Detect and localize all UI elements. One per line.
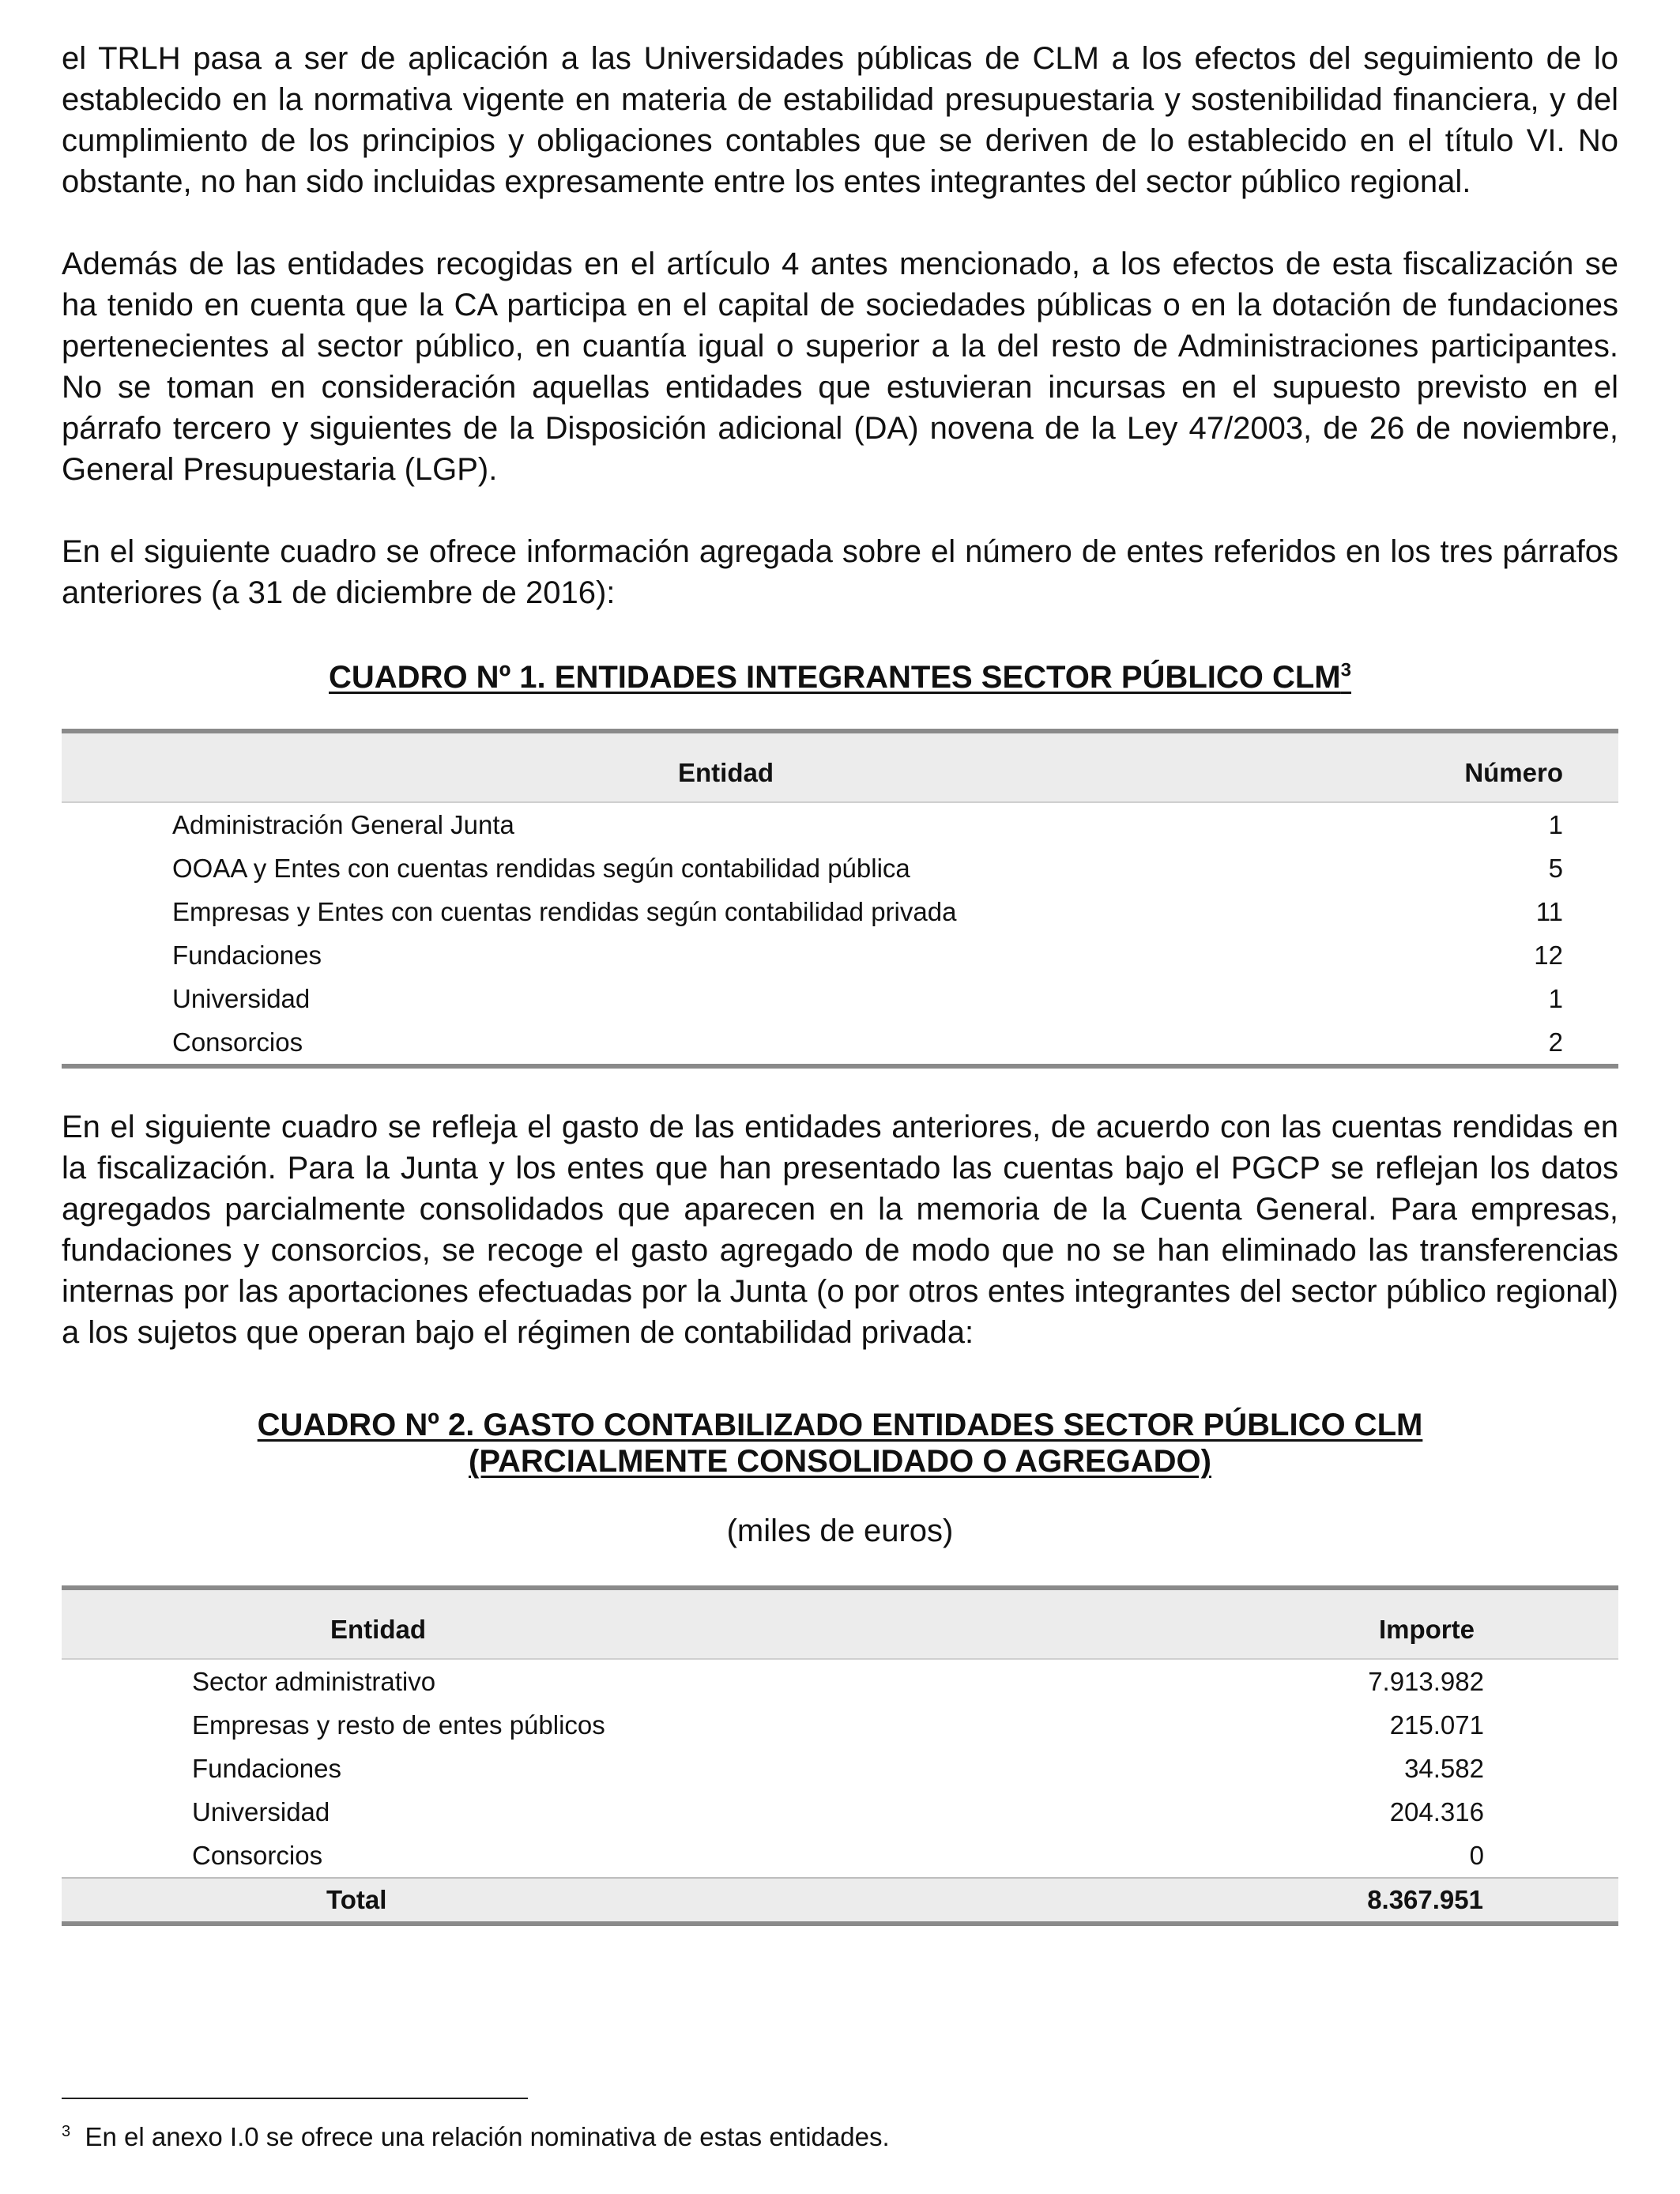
table2-cell-amount: 34.582 [1404, 1753, 1484, 1783]
table1-header-entidad: Entidad [172, 731, 1223, 802]
table2 [62, 1585, 1618, 1926]
document-page [62, 38, 1618, 1926]
table-row [62, 1834, 1618, 1878]
table-row [62, 802, 1618, 846]
paragraph-3: En el siguiente cuadro se ofrece información agregada sobre el número de entes referidos en los tres párrafos anteriores (a 31 de diciembre de 2016): [62, 534, 1618, 610]
table1-cell-entity: OOAA y Entes con cuentas rendidas según contabilidad pública [172, 853, 910, 883]
table1-header-row [62, 731, 1618, 802]
table2-cell-amount: 215.071 [1389, 1710, 1484, 1740]
table1 [62, 729, 1618, 1069]
table2-cell-entity: Consorcios [192, 1840, 323, 1870]
table2-total-amount: 8.367.951 [1117, 1878, 1484, 1924]
footnote-mark: 3 [62, 2123, 71, 2140]
table-row [62, 933, 1618, 977]
table-row [62, 977, 1618, 1020]
table1-title-text: CUADRO Nº 1. ENTIDADES INTEGRANTES SECTOR PÚBLICO CLM [329, 660, 1341, 695]
table2-title-line1: CUADRO Nº 2. GASTO CONTABILIZADO ENTIDADES SECTOR PÚBLICO CLM [257, 1408, 1423, 1442]
table1-cell-number: 11 [1535, 896, 1563, 926]
table1-cell-entity: Universidad [172, 983, 311, 1013]
table2-header-entidad: Entidad [192, 1588, 1117, 1659]
table1-cell-number: 2 [1223, 1020, 1563, 1066]
table2-header-row [62, 1588, 1618, 1659]
footnote-text: En el anexo I.0 se ofrece una relación nominativa de estas entidades. [85, 2122, 890, 2151]
table-row [62, 1703, 1618, 1747]
table2-cell-entity: Sector administrativo [192, 1666, 436, 1696]
table2-cell-entity: Empresas y resto de entes públicos [192, 1710, 605, 1740]
paragraph-2: Además de las entidades recogidas en el artículo 4 antes mencionado, a los efectos de esta fiscalización se ha tenido en cuenta que la CA participa en el capital de sociedades públicas o en la dotación de fundaciones pertenecientes al sector público, en cuantía igual o superior a la del resto de Administraciones participantes. No se toman en consideración aquellas entidades que estuvieran incursas en el supuesto previsto en el párrafo tercero y siguientes de la Disposición adicional (DA) novena de la Ley 47/2003, de 26 de noviembre, General Presupuestaria (LGP). [62, 247, 1618, 487]
table-row [62, 846, 1618, 890]
paragraph-1: el TRLH pasa a ser de aplicación a las Universidades públicas de CLM a los efectos del seguimiento de lo establecido en la normativa vigente en materia de estabilidad presupuestaria y sostenibilidad financiera, y del cumplimiento de los principios y obligaciones contables que se deriven de lo establecido en el título VI. No obstante, no han sido incluidas expresamente entre los entes integrantes del sector público regional. [62, 41, 1618, 199]
table2-cell-entity: Universidad [192, 1796, 330, 1826]
table1-cell-entity: Consorcios [172, 1020, 1223, 1066]
table-row [62, 890, 1618, 933]
table1-cell-entity: Empresas y Entes con cuentas rendidas según contabilidad privada [172, 896, 957, 926]
table2-cell-amount: 204.316 [1389, 1796, 1484, 1826]
table1-cell-entity: Administración General Junta [172, 809, 514, 839]
table2-title-line2: (PARCIALMENTE CONSOLIDADO O AGREGADO) [469, 1444, 1211, 1479]
footnote [62, 2121, 890, 2153]
table2-cell-amount: 7.913.982 [1368, 1666, 1484, 1696]
table1-cell-entity: Fundaciones [172, 940, 322, 970]
table1-header-numero: Número [1223, 731, 1563, 802]
table1-cell-number: 5 [1548, 853, 1563, 883]
table2-header-importe: Importe [1117, 1588, 1484, 1659]
table-row [62, 1790, 1618, 1834]
table1-title [62, 659, 1618, 696]
table2-subtitle: (miles de euros) [726, 1514, 954, 1548]
table1-cell-number: 1 [1548, 983, 1563, 1013]
table1-cell-number: 12 [1534, 940, 1563, 970]
table1-cell-number: 1 [1548, 809, 1563, 839]
table1-footnote-ref[interactable]: 3 [1340, 659, 1351, 681]
table2-cell-amount: 0 [1469, 1840, 1484, 1870]
footnote-separator [62, 2098, 528, 2099]
table2-title [62, 1407, 1618, 1480]
paragraph-4: En el siguiente cuadro se refleja el gasto de las entidades anteriores, de acuerdo con las cuentas rendidas en la fiscalización. Para la Junta y los entes que han presentado las cuentas bajo el PGCP se reflejan los datos agregados parcialmente consolidados que aparecen en la memoria de la Cuenta General. Para empresas, fundaciones y consorcios, se recoge el gasto agregado de modo que no se han eliminado las transferencias internas por las aportaciones efectuadas por la Junta (o por otros entes integrantes del sector público regional) a los sujetos que operan bajo el régimen de contabilidad privada: [62, 1110, 1618, 1350]
table-row [62, 1747, 1618, 1790]
table-row [62, 1020, 1618, 1066]
table2-total-label: Total [192, 1878, 1117, 1924]
table2-total-row [62, 1878, 1618, 1924]
table2-cell-entity: Fundaciones [192, 1753, 341, 1783]
table-row [62, 1659, 1618, 1703]
